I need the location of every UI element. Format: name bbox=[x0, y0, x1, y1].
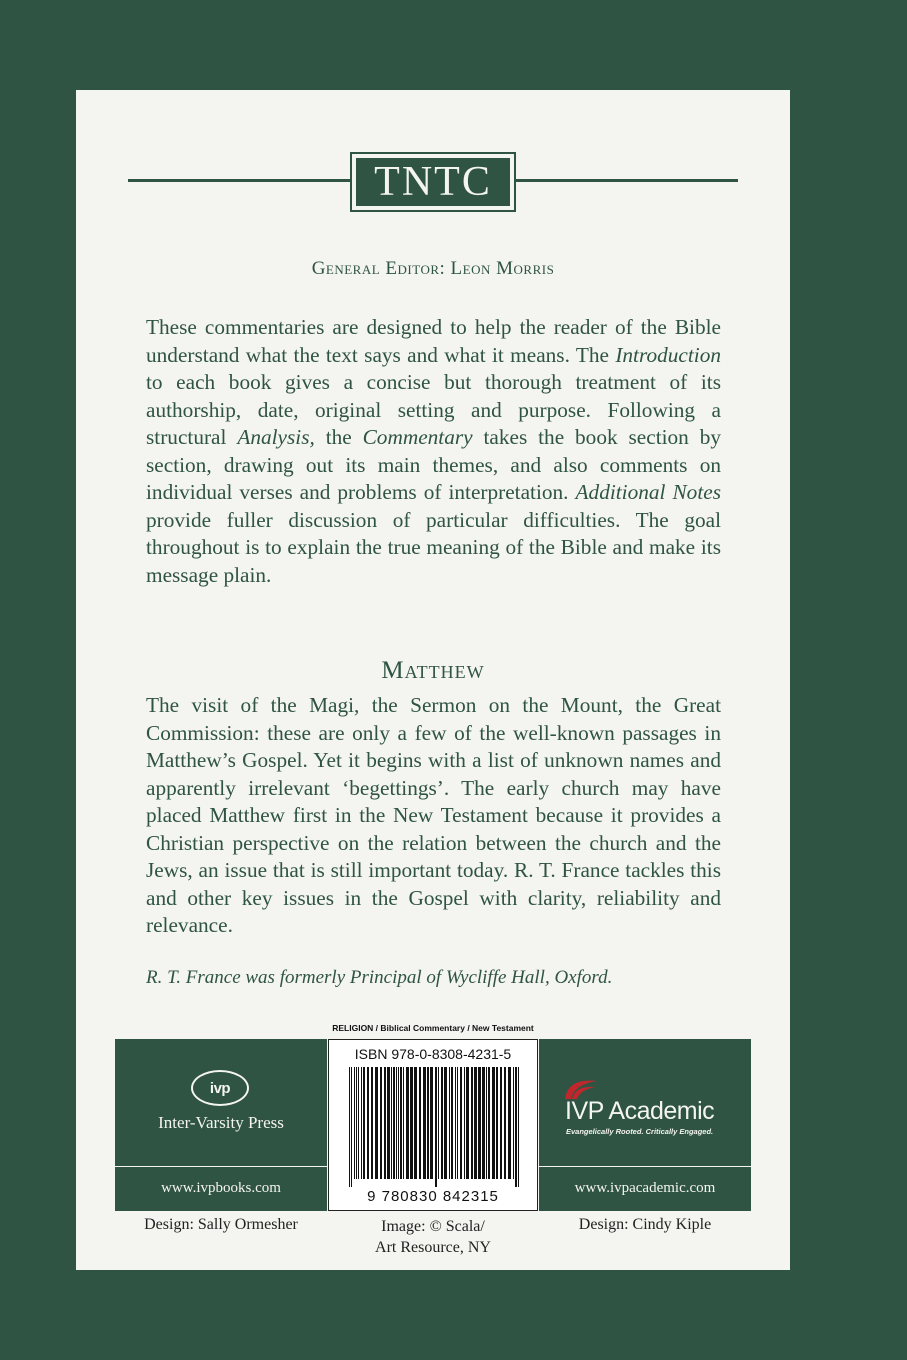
series-description bbox=[146, 314, 721, 589]
barcode-bar bbox=[423, 1067, 426, 1179]
barcode-bar bbox=[504, 1067, 506, 1179]
barcode-bars bbox=[343, 1067, 525, 1187]
series-badge-label: TNTC bbox=[356, 158, 510, 206]
design-credit-left: Design: Sally Ormesher bbox=[144, 1216, 298, 1233]
text-run: provide fuller discussion of particular difficulties. The goal throughout is to explain the true meaning of the Bible and make its message plain. bbox=[146, 507, 721, 587]
ivp-panel bbox=[115, 1039, 327, 1211]
isbn-label: ISBN 978-0-8308-4231-5 bbox=[354, 1046, 512, 1062]
barcode-panel bbox=[328, 1039, 538, 1211]
book-title: Matthew bbox=[381, 657, 485, 684]
barcode-bar bbox=[358, 1067, 359, 1179]
barcode-bar bbox=[435, 1067, 437, 1187]
text-run: These commentaries are designed to help the reader of the Bible understand what the text says and what it means. The bbox=[146, 315, 721, 367]
barcode-bar bbox=[441, 1067, 443, 1179]
barcode-bar bbox=[410, 1067, 413, 1179]
barcode-bar bbox=[455, 1067, 456, 1179]
book-description: The visit of the Magi, the Sermon on the Mount, the Great Commission: these are only a few of the well-known passages in Matthew’s Gospel. Yet it begins with a list of unknown names and apparently irrelevant ‘begettings’. The early church may have placed Matthew first in the New Testament because it provides a Christian perspective on the relation between the church and the Jews, an issue that is still important today. R. T. France tackles this and other key issues in the Gospel with clarity, reliability and relevance. bbox=[146, 693, 721, 937]
barcode-bar bbox=[464, 1067, 465, 1179]
barcode-bar bbox=[356, 1067, 357, 1179]
barcode-bar bbox=[363, 1067, 365, 1179]
text-run: the bbox=[314, 425, 363, 449]
barcode-bar bbox=[419, 1067, 421, 1179]
barcode-bar bbox=[513, 1067, 514, 1179]
series-badge bbox=[350, 152, 516, 212]
barcode-bar bbox=[508, 1067, 511, 1179]
barcode-bar bbox=[384, 1067, 386, 1179]
barcode-bar bbox=[492, 1067, 495, 1179]
barcode-bar bbox=[515, 1067, 517, 1187]
barcode-bar bbox=[500, 1067, 502, 1179]
barcode-bar bbox=[488, 1067, 490, 1179]
ivp-academic-panel bbox=[539, 1039, 751, 1211]
back-cover bbox=[76, 90, 790, 1270]
barcode-bar bbox=[449, 1067, 450, 1179]
barcode-bar bbox=[354, 1067, 355, 1179]
image-credit bbox=[328, 1216, 538, 1258]
general-editor: General Editor: Leon Morris bbox=[311, 258, 555, 279]
barcode-bar bbox=[457, 1067, 458, 1179]
barcode-bar bbox=[414, 1067, 417, 1179]
image-credit-line2: Art Resource, NY bbox=[375, 1239, 491, 1256]
image-credit-line1: Image: © Scala/ bbox=[381, 1218, 485, 1235]
barcode-bar bbox=[375, 1067, 378, 1179]
panel-divider bbox=[115, 1166, 327, 1167]
barcode-bar bbox=[466, 1067, 469, 1179]
barcode-bar bbox=[471, 1067, 473, 1179]
barcode-bar bbox=[451, 1067, 453, 1179]
italic-term: Commentary bbox=[362, 425, 473, 449]
barcode-bar bbox=[430, 1067, 433, 1179]
ivp-academic-url[interactable]: www.ivpacademic.com bbox=[574, 1180, 716, 1196]
barcode-bar bbox=[406, 1067, 409, 1179]
ivp-logo: ivp bbox=[191, 1070, 249, 1106]
barcode-bar bbox=[396, 1067, 397, 1179]
barcode-bar bbox=[474, 1067, 477, 1179]
barcode-bar bbox=[403, 1067, 404, 1179]
italic-term: Introduction bbox=[615, 342, 721, 367]
barcode-bar bbox=[486, 1067, 487, 1179]
barcode-bar bbox=[387, 1067, 390, 1179]
barcode-bar bbox=[444, 1067, 447, 1179]
text-run: to each book gives a concise but thorough treatment of its authorship, date, original setting and purpose. Following a structural bbox=[146, 370, 721, 449]
barcode-bar bbox=[361, 1067, 362, 1179]
barcode-digits: 9 780830 842315 bbox=[367, 1188, 499, 1205]
text-run: takes the book section by section, drawing out its main themes, and also comments on individual verses and problems of interpretation. bbox=[146, 425, 722, 504]
ivp-url[interactable]: www.ivpbooks.com bbox=[161, 1180, 281, 1196]
barcode-bar bbox=[478, 1067, 481, 1179]
barcode-bar bbox=[367, 1067, 369, 1179]
ivp-academic-tagline: Evangelically Rooted. Critically Engaged. bbox=[566, 1127, 714, 1136]
header-rule-left bbox=[128, 179, 353, 182]
barcode-bar bbox=[349, 1067, 350, 1187]
barcode-bar bbox=[351, 1067, 352, 1187]
publisher-name: Inter-Varsity Press bbox=[158, 1113, 284, 1132]
category-label: RELIGION / Biblical Commentary / New Testament bbox=[332, 1023, 534, 1033]
barcode-bar bbox=[400, 1067, 402, 1179]
barcode-bar bbox=[496, 1067, 498, 1179]
barcode-bar bbox=[393, 1067, 395, 1179]
barcode-bar bbox=[438, 1067, 439, 1179]
design-credit-right: Design: Cindy Kiple bbox=[578, 1216, 712, 1233]
panel-divider bbox=[539, 1166, 751, 1167]
ivp-academic-brand: IVP Academic bbox=[565, 1097, 715, 1125]
italic-term: Analysis, bbox=[237, 425, 315, 449]
barcode-bar bbox=[518, 1067, 519, 1187]
barcode-bar bbox=[482, 1067, 485, 1179]
header-rule-right bbox=[514, 179, 738, 182]
barcode-bar bbox=[398, 1067, 399, 1179]
barcode-bar bbox=[427, 1067, 429, 1179]
barcode-bar bbox=[460, 1067, 462, 1179]
italic-term: Additional Notes bbox=[575, 480, 721, 504]
barcode-bar bbox=[371, 1067, 373, 1179]
author-bio: R. T. France was formerly Principal of Wycliffe Hall, Oxford. bbox=[146, 967, 613, 988]
barcode-bar bbox=[380, 1067, 382, 1179]
barcode-bar bbox=[391, 1067, 392, 1179]
